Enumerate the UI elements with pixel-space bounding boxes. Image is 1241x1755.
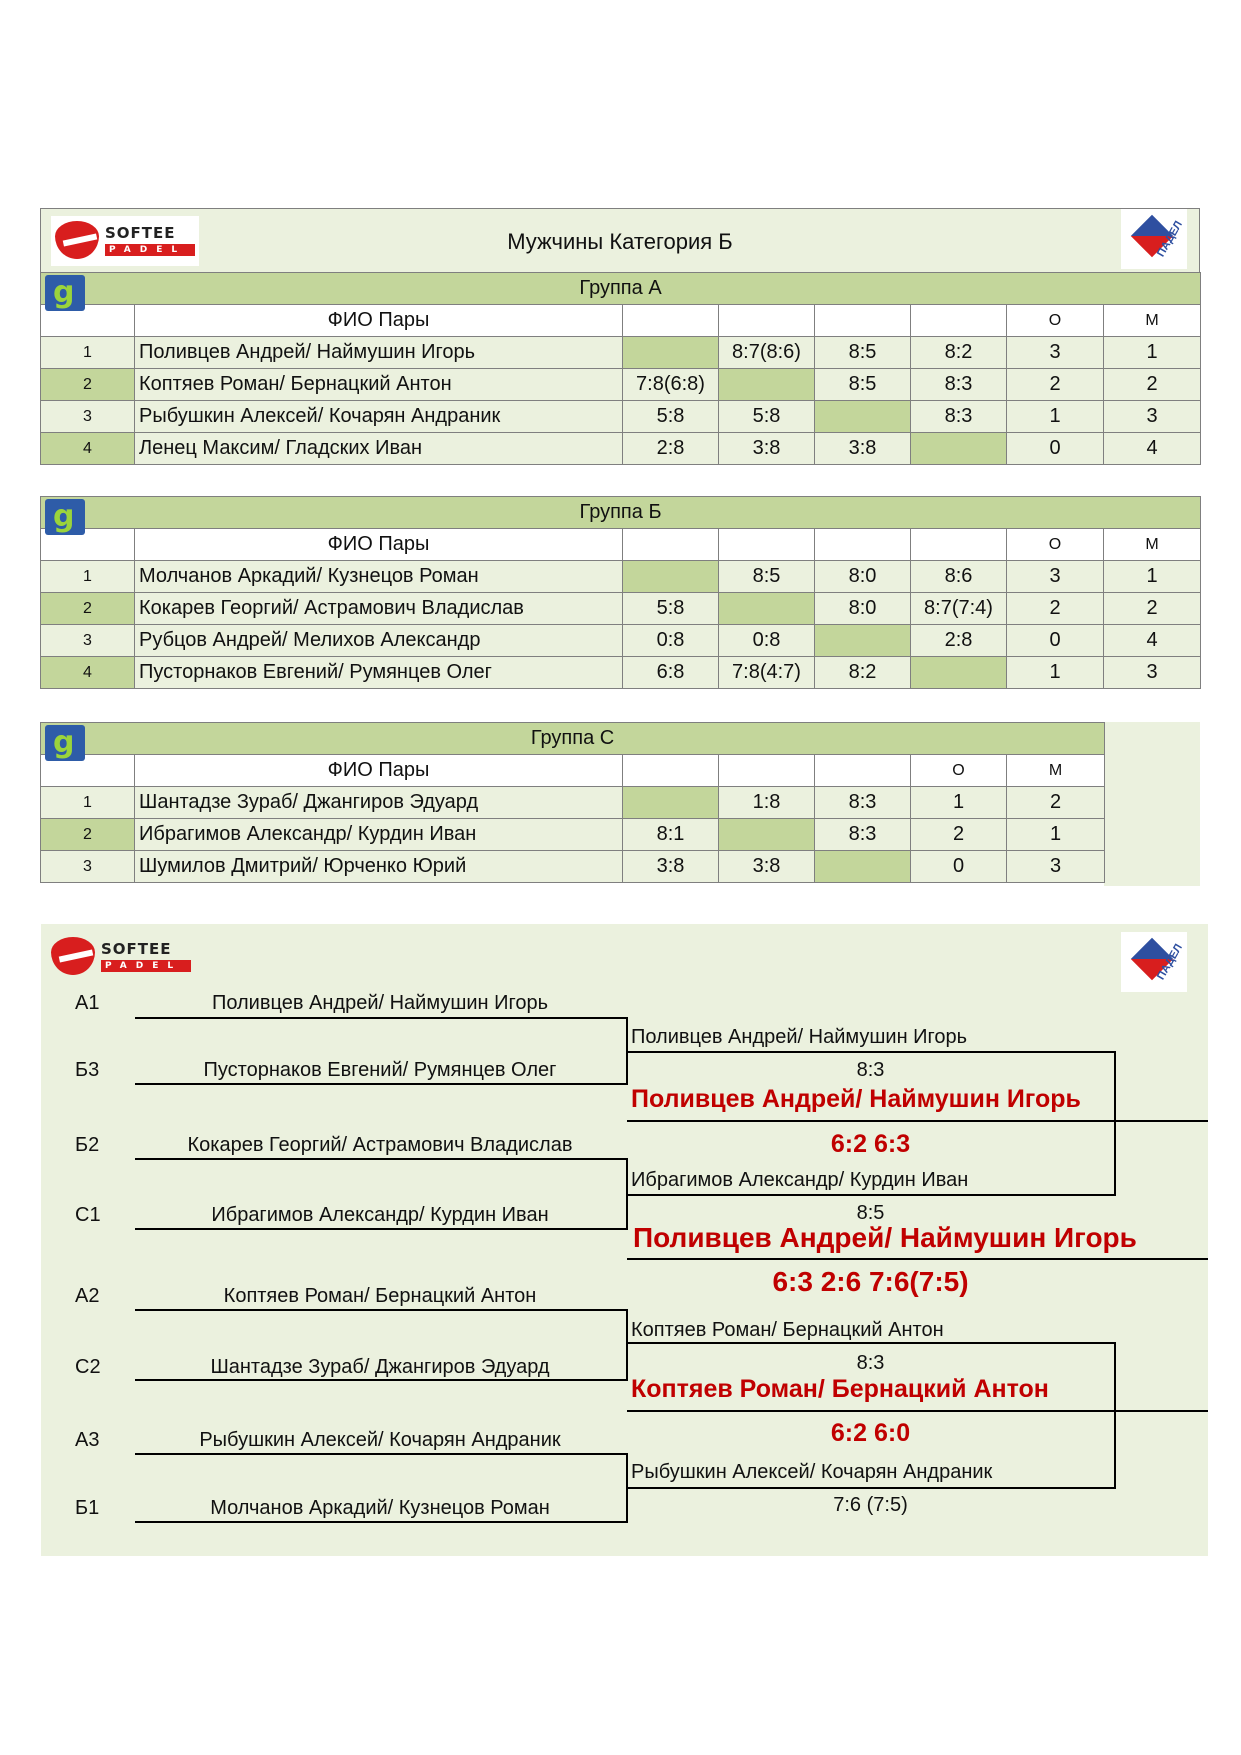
seed-label: Б1: [75, 1497, 100, 1519]
table-row: 3 Рыбушкин Алексей/ Кочарян Андраник 5:8 5:8 8:3 1 3: [41, 401, 1201, 433]
header-place: М: [1007, 755, 1105, 787]
quarter-winner: Рыбушкин Алексей/ Кочарян Андраник: [631, 1461, 993, 1483]
table-row: 2 Коптяев Роман/ Бернацкий Антон 7:8(6:8) 8:5 8:3 2 2: [41, 369, 1201, 401]
table-row: 2 Кокарев Георгий/ Астрамович Владислав 5:8 8:0 8:7(7:4) 2 2: [41, 593, 1201, 625]
first-round-team: Ибрагимов Александр/ Курдин Иван: [211, 1204, 549, 1226]
playoff-bracket: [41, 924, 1208, 1556]
semi-winner: Коптяев Роман/ Бернацкий Антон: [631, 1375, 1049, 1403]
quarter-score: 8:3: [856, 1059, 885, 1081]
group-title: Группа А: [41, 273, 1201, 305]
first-round-team: Рыбушкин Алексей/ Кочарян Андраник: [199, 1429, 561, 1451]
table-row: 4 Пусторнаков Евгений/ Румянцев Олег 6:8 7:8(4:7) 8:2 1 3: [41, 657, 1201, 689]
seed-label: Б3: [75, 1059, 100, 1081]
first-round-team: Коптяев Роман/ Бернацкий Антон: [223, 1285, 537, 1307]
group-a-table: [40, 272, 1201, 465]
page-title: Мужчины Категория Б: [507, 229, 733, 254]
semi-score: 6:2 6:3: [830, 1130, 911, 1158]
table-row: 4 Ленец Максим/ Гладских Иван 2:8 3:8 3:8 0 4: [41, 433, 1201, 465]
quarter-winner: Ибрагимов Александр/ Курдин Иван: [631, 1169, 969, 1191]
seed-label: А2: [75, 1285, 100, 1307]
first-round-team: Пусторнаков Евгений/ Румянцев Олег: [203, 1059, 557, 1081]
seed-label: Б2: [75, 1134, 100, 1156]
group-logo-icon: g: [45, 499, 85, 535]
federation-logo: ПАДЕЛ: [1121, 932, 1187, 992]
quarter-winner: Коптяев Роман/ Бернацкий Антон: [631, 1319, 944, 1341]
header-place: М: [1104, 305, 1201, 337]
softee-logo: SOFTEE PADEL: [47, 932, 195, 982]
header-name: ФИО Пары: [135, 305, 623, 337]
champion: Поливцев Андрей/ Наймушин Игорь: [633, 1222, 1137, 1253]
header-points: О: [911, 755, 1007, 787]
group-c-table: [40, 722, 1105, 883]
group-title: Группа Б: [41, 497, 1201, 529]
seed-label: С1: [75, 1204, 101, 1226]
table-row: 1 Поливцев Андрей/ Наймушин Игорь 8:7(8:6) 8:5 8:2 3 1: [41, 337, 1201, 369]
header-points: О: [1007, 529, 1104, 561]
header-place: М: [1104, 529, 1201, 561]
table-row: 3 Шумилов Дмитрий/ Юрченко Юрий 3:8 3:8 0 3: [41, 851, 1105, 883]
group-c-pad: [1104, 722, 1200, 886]
first-round-team: Кокарев Георгий/ Астрамович Владислав: [187, 1134, 573, 1156]
group-logo-icon: g: [45, 725, 85, 761]
seed-label: А1: [75, 992, 100, 1014]
first-round-team: Шантадзе Зураб/ Джангиров Эдуард: [210, 1356, 550, 1378]
seed-label: С2: [75, 1356, 101, 1378]
group-b-table: [40, 496, 1201, 689]
semi-winner: Поливцев Андрей/ Наймушин Игорь: [631, 1085, 1081, 1113]
quarter-score: 7:6 (7:5): [833, 1494, 908, 1516]
group-logo-icon: g: [45, 275, 85, 311]
first-round-team: Поливцев Андрей/ Наймушин Игорь: [211, 992, 549, 1014]
federation-logo: ПАДЕЛ: [1121, 209, 1187, 269]
first-round-team: Молчанов Аркадий/ Кузнецов Роман: [210, 1497, 550, 1519]
header-name: ФИО Пары: [135, 529, 623, 561]
title-bar: [40, 208, 1200, 273]
group-title: Группа С: [41, 723, 1105, 755]
table-row: 1 Шантадзе Зураб/ Джангиров Эдуард 1:8 8:3 1 2: [41, 787, 1105, 819]
table-row: 1 Молчанов Аркадий/ Кузнецов Роман 8:5 8:0 8:6 3 1: [41, 561, 1201, 593]
quarter-winner: Поливцев Андрей/ Наймушин Игорь: [631, 1026, 968, 1048]
softee-logo: SOFTEE PADEL: [51, 216, 199, 266]
seed-label: А3: [75, 1429, 100, 1451]
quarter-score: 8:3: [856, 1352, 885, 1374]
final-score: 6:3 2:6 7:6(7:5): [772, 1266, 969, 1297]
semi-score: 6:2 6:0: [830, 1419, 911, 1447]
table-row: 3 Рубцов Андрей/ Мелихов Александр 0:8 0:8 2:8 0 4: [41, 625, 1201, 657]
header-points: О: [1007, 305, 1104, 337]
quarter-score: 8:5: [856, 1202, 885, 1224]
header-name: ФИО Пары: [135, 755, 623, 787]
table-row: 2 Ибрагимов Александр/ Курдин Иван 8:1 8:3 2 1: [41, 819, 1105, 851]
